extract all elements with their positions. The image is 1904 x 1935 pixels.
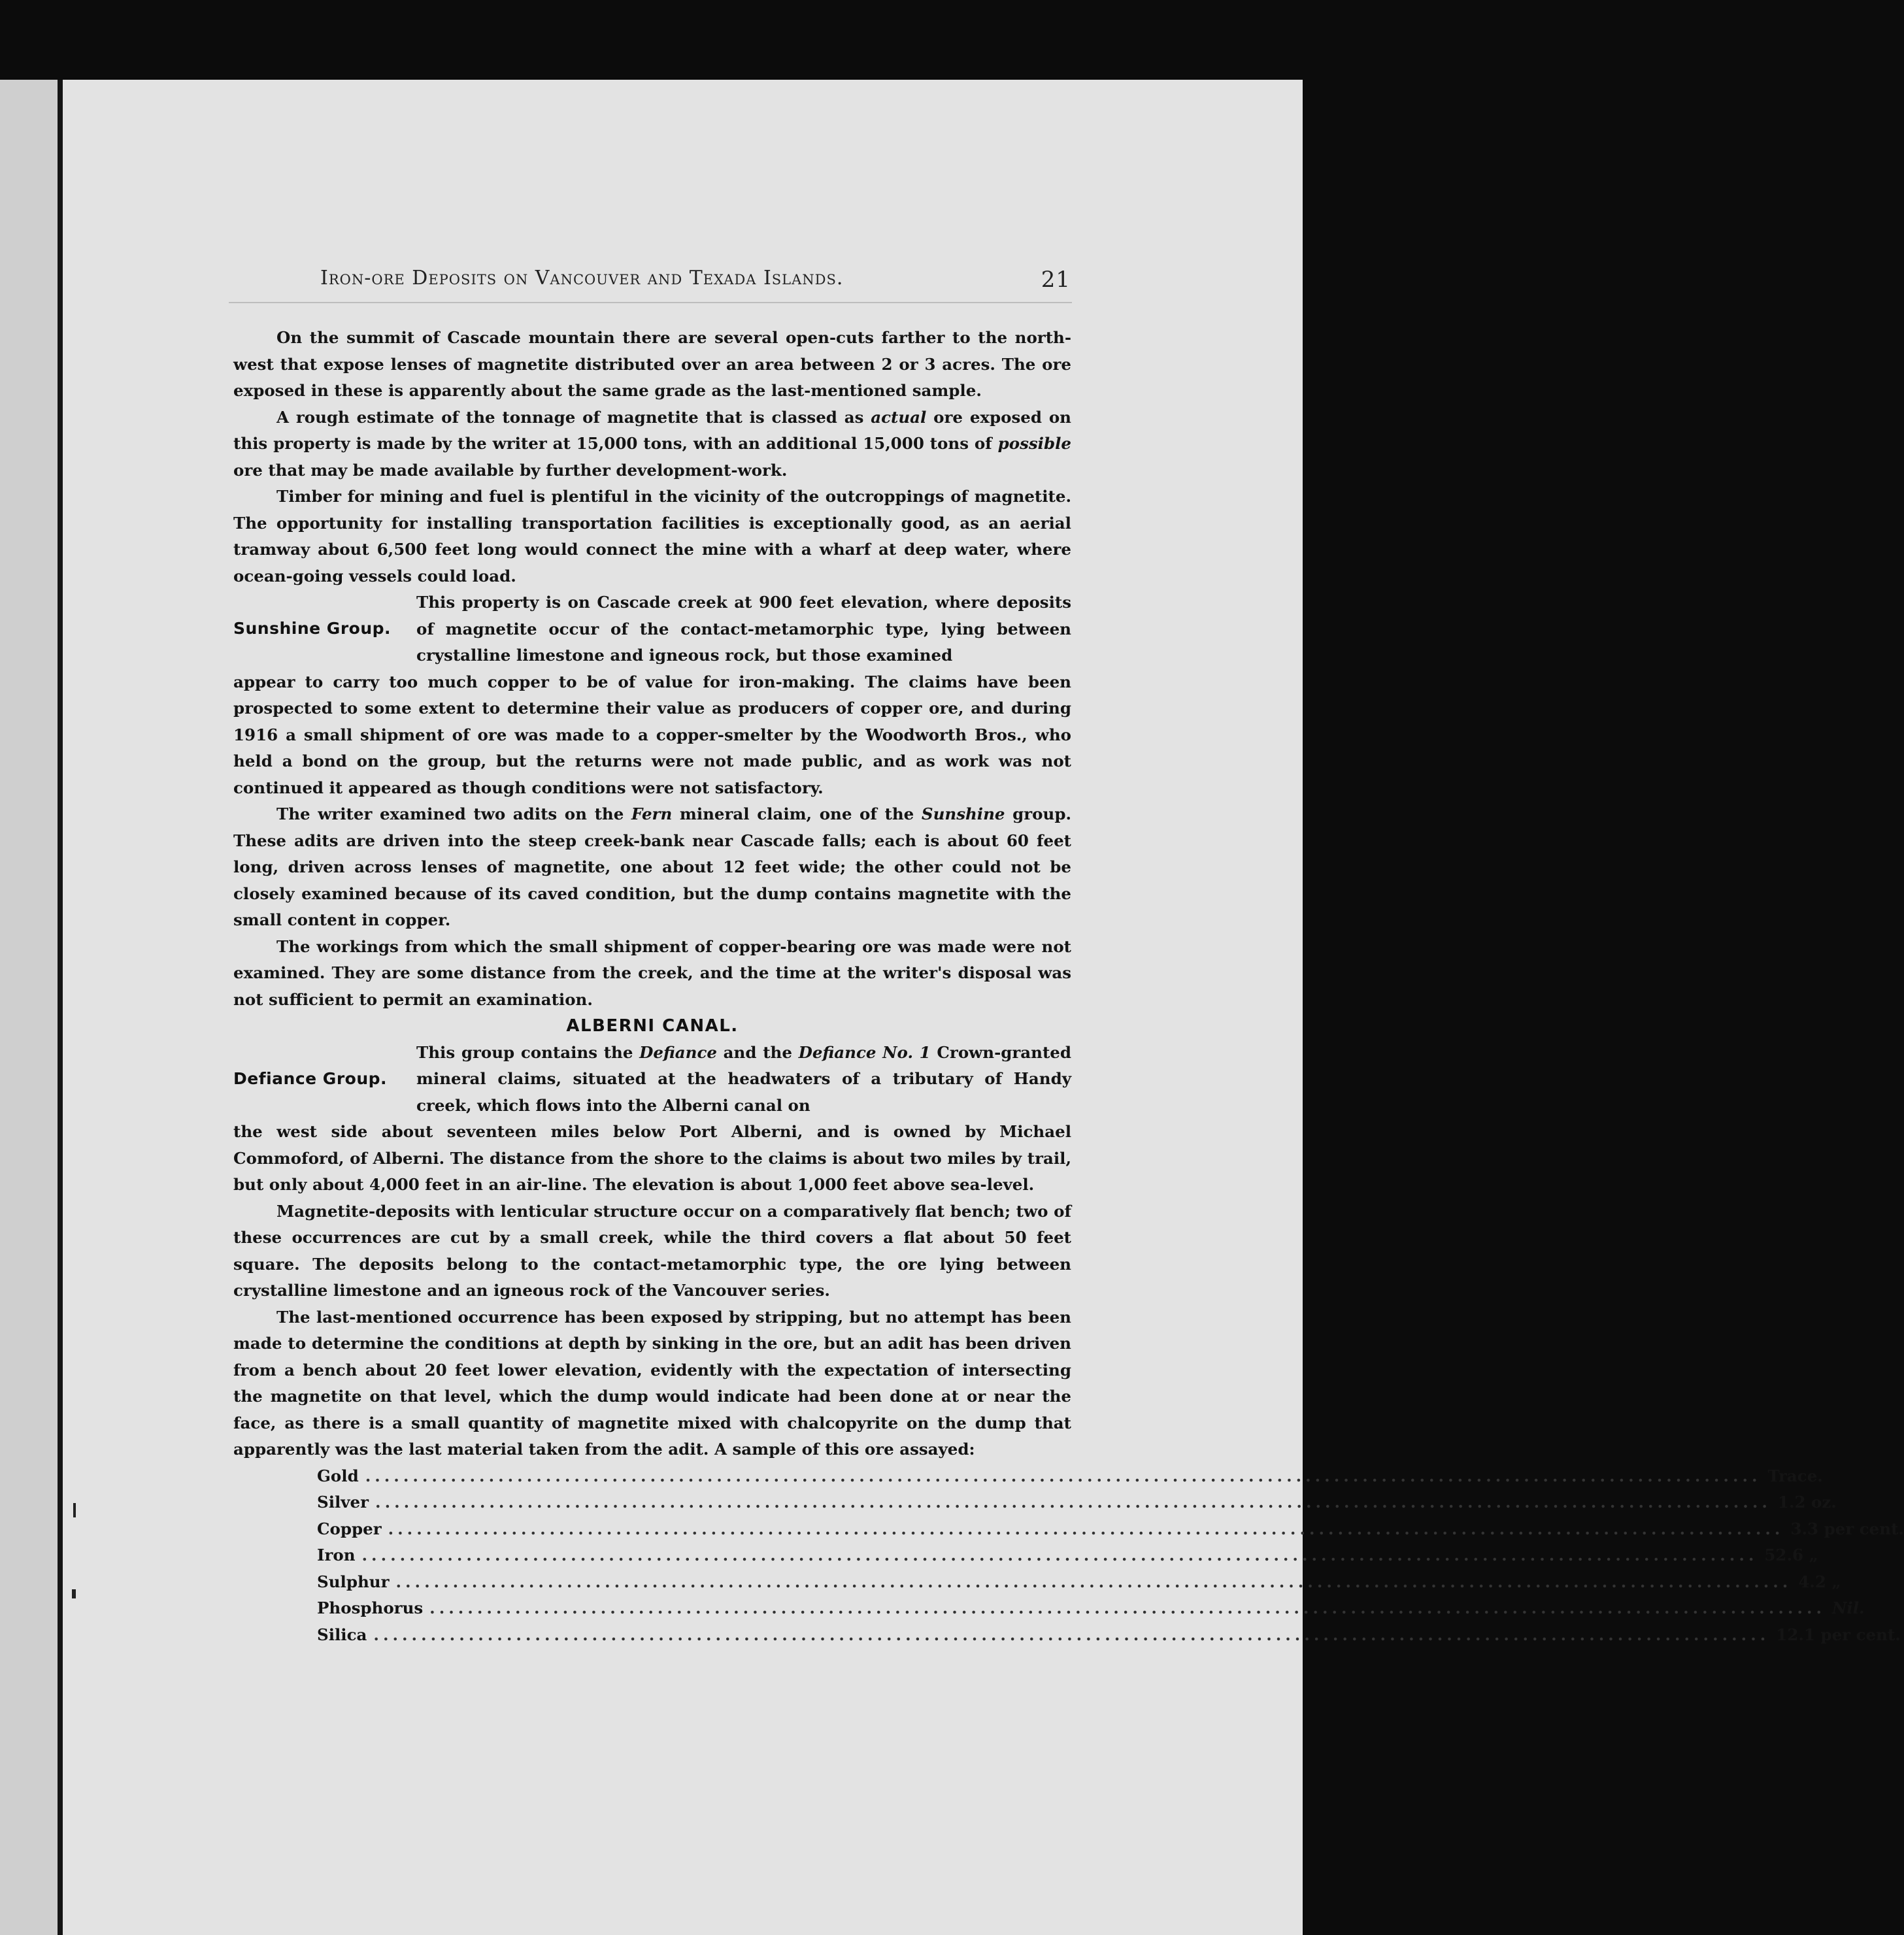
assay-value: Trace. <box>1767 1466 1823 1485</box>
scan-mark <box>73 1503 76 1517</box>
assay-element: Phosphorus <box>317 1598 424 1617</box>
assay-row <box>317 1542 1818 1569</box>
italic-term: Fern <box>631 804 673 823</box>
assay-row <box>317 1569 1841 1596</box>
paragraph-continued: appear to carry too much copper to be of value for iron-making. The claims have been prospected to some extent to determine their value as producers of copper ore, and during 1916 a small shipment of ore was made to a copper-smelter by the Woodworth Bros., who held a bond on the group, but the returns were not made public, and as work was not continued it appeared as though conditions were not satisfactory. <box>233 672 1071 797</box>
assay-value: 4.2 „ <box>1798 1572 1841 1591</box>
assay-value: 12.1 per cent. <box>1776 1625 1901 1644</box>
assay-element: Iron <box>317 1546 356 1564</box>
leader-dots: ................................................................................................................................................... <box>365 1466 1762 1485</box>
page-number: 21 <box>1041 267 1071 293</box>
italic-term: Sunshine <box>921 804 1005 823</box>
paragraph: A rough estimate of the tonnage of magnetite that is classed as actual ore exposed on this property is made by the writer at 15,000 tons, with an additional 15,000 tons of possible ore that may be made available by further development-work. <box>233 407 1071 480</box>
assay-element: Copper <box>317 1519 382 1538</box>
assay-table <box>233 1463 1904 1649</box>
assay-value: 3.3 per cent. <box>1790 1519 1904 1538</box>
page-body <box>233 325 1904 1648</box>
paragraph: The workings from which the small shipment of copper-bearing ore was made were not examined. They are some distance from the creek, and the time at the writer's disposal was not sufficient to permit an examination. <box>233 936 1071 1009</box>
assay-row <box>317 1489 1837 1516</box>
leader-dots: ................................................................................................................................................... <box>395 1572 1792 1591</box>
section-heading: ALBERNI CANAL. <box>566 1016 739 1036</box>
defiance-group-block <box>233 1040 1071 1119</box>
italic-term: possible <box>997 434 1071 453</box>
assay-row <box>317 1516 1904 1543</box>
assay-value: Nil. <box>1832 1598 1865 1617</box>
sunshine-group-block <box>233 589 1071 669</box>
assay-element: Gold <box>317 1466 359 1485</box>
italic-term: Defiance No. 1 <box>798 1042 931 1062</box>
italic-term: Defiance <box>639 1042 717 1062</box>
leader-dots: ................................................................................................................................................... <box>429 1598 1826 1617</box>
leader-dots: ................................................................................................................................................... <box>373 1625 1770 1644</box>
scan-mark <box>72 1589 76 1598</box>
paragraph: This group contains the Defiance and the Defiance No. 1 Crown-granted mineral claims, situated at the headwaters of a tributary of Handy creek, which flows into the Alberni canal on <box>416 1042 1071 1115</box>
paragraph: The writer examined two adits on the Fern mineral claim, one of the Sunshine group. These adits are driven into the steep creek-bank near Cascade falls; each is about 60 feet long, driven across lenses of magnetite, one about 12 feet wide; the other could not be closely examined because of its caved condition, but the dump contains magnetite with the small content in copper. <box>233 804 1071 929</box>
paragraph: Magnetite-deposits with lenticular structure occur on a comparatively flat bench; two of these occurrences are cut by a small creek, while the third covers a flat about 50 feet square. The deposits belong to the contact-metamorphic type, the ore lying between crystalline limestone and an igneous rock of the Vancouver series. <box>233 1201 1071 1300</box>
paragraph-continued: the west side about seventeen miles below Port Alberni, and is owned by Michael Commoford, of Alberni. The distance from the shore to the claims is about two miles by trail, but only about 4,000 feet in an air-line. The elevation is about 1,000 feet above sea-level. <box>233 1122 1071 1194</box>
leader-dots: ................................................................................................................................................... <box>375 1493 1771 1512</box>
running-head-title: Iron-ore Deposits on Vancouver and Texada Islands. <box>320 267 844 289</box>
leader-dots: ................................................................................................................................................... <box>388 1519 1784 1538</box>
header-divider <box>229 302 1072 303</box>
paragraph: On the summit of Cascade mountain there are several open-cuts farther to the north-west that expose lenses of magnetite distributed over an area between 2 or 3 acres. The ore exposed in these is apparently about the same grade as the last-mentioned sample. <box>233 328 1071 400</box>
sidenote-defiance-group: Defiance Group. <box>233 1068 388 1088</box>
assay-row <box>317 1595 1865 1622</box>
page-edge-rule <box>58 80 63 1935</box>
assay-element: Sulphur <box>317 1572 390 1591</box>
paragraph: The last-mentioned occurrence has been exposed by stripping, but no attempt has been made to determine the conditions at depth by sinking in the ore, but an adit has been driven from a bench about 20 feet lower elevation, evidently with the expectation of intersecting the magnetite on that level, which the dump would indicate had been done at or near the face, as there is a small quantity of magnetite mixed with chalcopyrite on the dump that apparently was the last material taken from the adit. A sample of this ore assayed: <box>233 1307 1071 1459</box>
leader-dots: ................................................................................................................................................... <box>361 1546 1758 1564</box>
italic-term: actual <box>871 407 927 427</box>
assay-value: 52.6 „ <box>1764 1546 1818 1564</box>
left-margin-strip <box>0 80 63 1935</box>
assay-element: Silica <box>317 1625 367 1644</box>
assay-row <box>317 1463 1823 1490</box>
paragraph: This property is on Cascade creek at 900 feet elevation, where deposits of magnetite occur of the contact-metamorphic type, lying between crystalline limestone and igneous rock, but those examined <box>416 593 1071 665</box>
assay-value: 1.2 oz. <box>1777 1493 1837 1512</box>
assay-element: Silver <box>317 1493 369 1512</box>
paragraph: Timber for mining and fuel is plentiful in the vicinity of the outcroppings of magnetite. The opportunity for installing transportation facilities is exceptionally good, as an aerial tramway about 6,500 feet long would connect the mine with a wharf at deep water, where ocean-going vessels could load. <box>233 487 1071 586</box>
sidenote-sunshine-group: Sunshine Group. <box>233 619 392 638</box>
running-head <box>320 267 1105 293</box>
assay-row <box>317 1622 1901 1649</box>
